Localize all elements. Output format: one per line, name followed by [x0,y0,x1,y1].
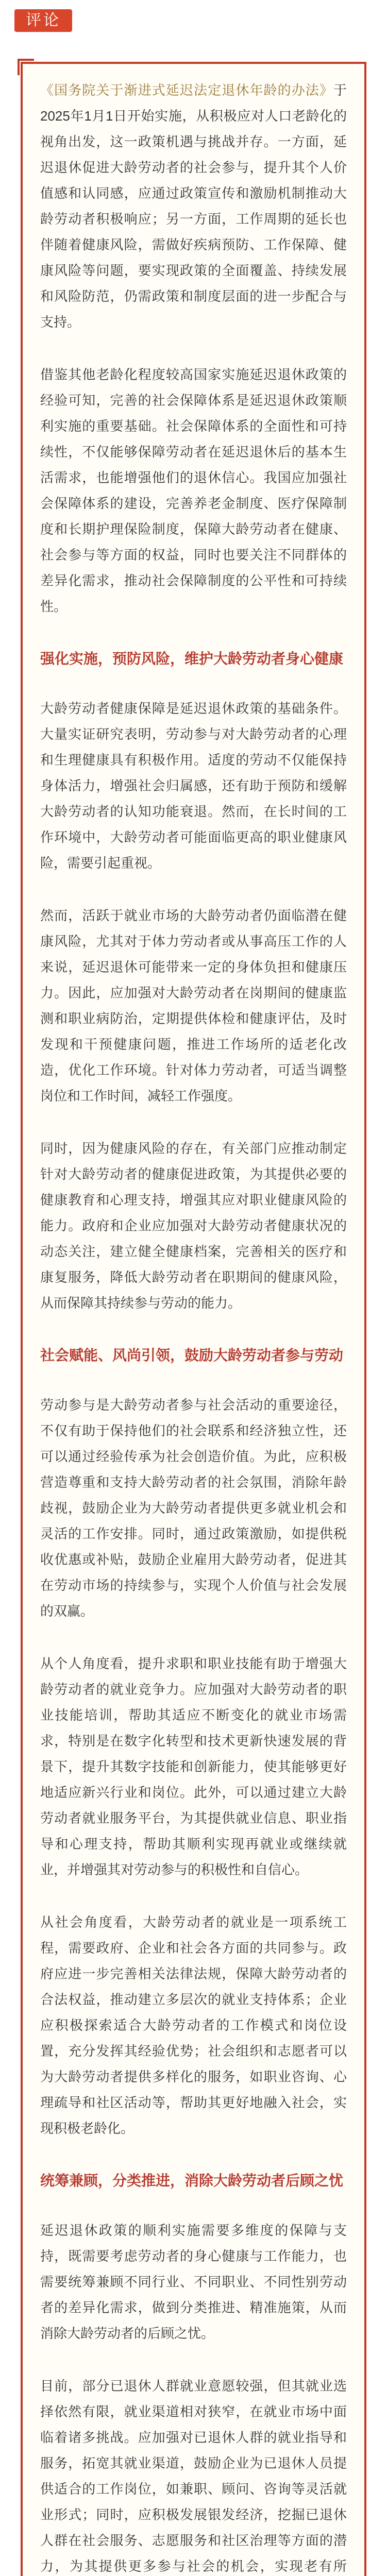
section-heading-2: 社会赋能、风尚引领，鼓励大龄劳动者参与劳动 [40,1347,344,1363]
paragraph-6: 劳动参与是大龄劳动者参与社会活动的重要途径，不仅有助于保持他们的社会联系和经济独立性，还可以通过经验传承为社会创造价值。为此，应积极营造尊重和支持大龄劳动者的社会氛围，消除年龄歧视，鼓励企业为大龄劳动者提供更多就业机会和灵活的工作安排。同时，通过政策激励，如提供税收优惠或补贴，鼓励企业雇用大龄劳动者，促进其在劳动市场的持续参与，实现个人价值与社会发展的双赢。 [40,1397,347,1619]
article-card [21,62,366,2576]
paragraph-2: 借鉴其他老龄化程度较高国家实施延迟退休政策的经验可知，完善的社会保障体系是延迟退休政策顺利实施的重要基础。社会保障体系的全面性和可持续性，不仅能够保障劳动者在延迟退休后的基本生活需求，也能增强他们的退休信心。我国应加强社会保障体系的建设，完善养老金制度、医疗保障制度和长期护理保险制度，保障大龄劳动者在健康、社会参与等方面的权益，同时也要关注不同群体的差异化需求，推动社会保障制度的公平性和可持续性。 [40,367,347,614]
header-band [0,0,387,36]
section-tag: 评论 [14,9,72,32]
section-heading-3: 统筹兼顾，分类推进，消除大龄劳动者后顾之忧 [40,2173,344,2189]
paragraph-8: 从社会角度看，大龄劳动者的就业是一项系统工程，需要政府、企业和社会各方面的共同参与。政府应进一步完善相关法律法规，保障大龄劳动者的合法权益，推动建立多层次的就业支持体系；企业应积极探索适合大龄劳动者的工作模式和岗位设置，充分发挥其经验优势；社会组织和志愿者可以为大龄劳动者提供多样化的服务，如职业咨询、心理疏导和社区活动等，帮助其更好地融入社会，实现积极老龄化。 [40,1914,347,2136]
lead-text: 于2025年1月1日开始实施，从积极应对人口老龄化的视角出发，这一政策机遇与挑战并存。一方面，延迟退休促进大龄劳动者的社会参与，提升其个人价值感和认同感，应通过政策宣传和激励机制推动大龄劳动者积极响应；另一方面，工作周期的延长也伴随着健康风险，需做好疾病预防、工作保障、健康风险等问题，要实现政策的全面覆盖、持续发展和风险防范，仍需政策和制度层面的进一步配合与支持。 [40,82,347,330]
paragraph-10: 目前，部分已退休人群就业意愿较强，但其就业选择依然有限，就业渠道相对狭窄，在就业市场中面临着诸多挑战。应加强对已退休人群的就业指导和服务，拓宽其就业渠道，鼓励企业为已退休人员提供适合的工作岗位，如兼职、顾问、咨询等灵活就业形式；同时，应积极发展银发经济，挖掘已退休人群在社会服务、志愿服务和社区治理等方面的潜力，为其提供更多参与社会的机会，实现老有所 [40,2378,347,2574]
paragraph-3: 大龄劳动者健康保障是延迟退休政策的基础条件。大量实证研究表明，劳动参与对大龄劳动者的心理和生理健康具有积极作用。适度的劳动不仅能保持身体活力，增强社会归属感，还有助于预防和缓解大龄劳动者的认知功能衰退。然而，在长时间的工作环境中，大龄劳动者可能面临更高的职业健康风险，需要引起重视。 [40,701,347,871]
lead-paragraph [40,77,347,335]
paragraph-9: 延迟退休政策的顺利实施需要多维度的保障与支持，既需要考虑劳动者的身心健康与工作能力，也需要统筹兼顾不同行业、不同职业、不同性别劳动者的差异化需求，做到分类推进、精准施策，从而消除大龄劳动者的后顾之忧。 [40,2223,347,2341]
policy-reference-link[interactable]: 《国务院关于渐进式延迟法定退休年龄的办法》 [40,82,333,98]
section-heading-1: 强化实施，预防风险，维护大龄劳动者身心健康 [40,651,344,667]
paragraph-7: 从个人角度看，提升求职和职业技能有助于增强大龄劳动者的就业竞争力。应加强对大龄劳动者的职业技能培训，帮助其适应不断变化的就业市场需求，特别是在数字化转型和技术更新快速发展的背景下，提升其数字技能和创新能力，使其能够更好地适应新兴行业和岗位。此外，可以通过建立大龄劳动者就业服务平台，为其提供就业信息、职业指导和心理支持，帮助其顺利实现再就业或继续就业，并增强其对劳动参与的积极性和自信心。 [40,1656,347,1877]
paragraph-5: 同时，因为健康风险的存在，有关部门应推动制定针对大龄劳动者的健康促进政策，为其提供必要的健康教育和心理支持，增强其应对职业健康风险的能力。政府和企业应加强对大龄劳动者健康状况的动态关注，建立健全健康档案，完善相关的医疗和康复服务，降低大龄劳动者在职期间的健康风险，从而保障其持续参与劳动的能力。 [40,1141,347,1311]
paragraph-4: 然而，活跃于就业市场的大龄劳动者仍面临潜在健康风险，尤其对于体力劳动者或从事高压工作的人来说，延迟退休可能带来一定的身体负担和健康压力。因此，应加强对大龄劳动者在岗期间的健康监测和职业病防治，定期提供体检和健康评估，及时发现和干预健康问题，推进工作场所的适老化改造，优化工作环境。针对体力劳动者，可适当调整岗位和工作时间，减轻工作强度。 [40,908,347,1104]
